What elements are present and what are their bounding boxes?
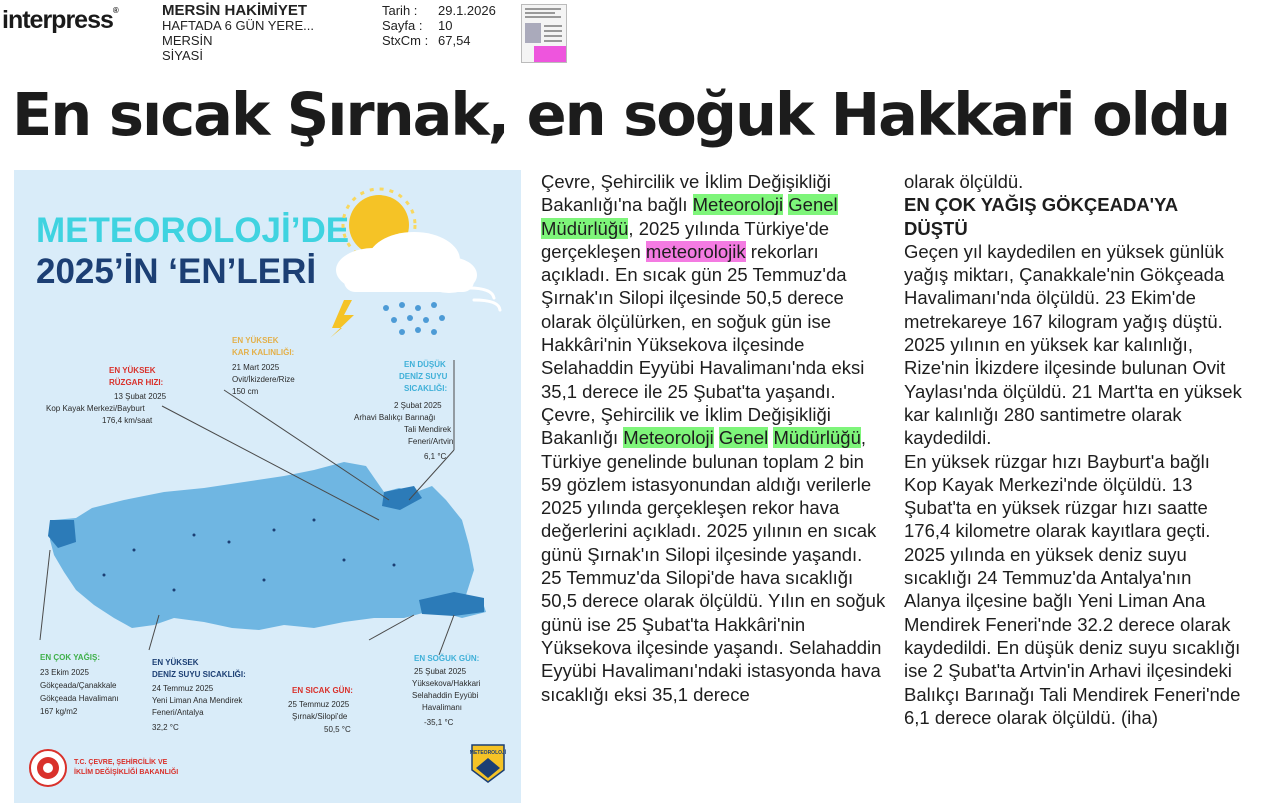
- publication-name: MERSİN HAKİMİYET: [162, 2, 308, 19]
- seahigh-label-date: 24 Temmuz 2025: [152, 684, 214, 693]
- seamin-label-date: 2 Şubat 2025: [394, 401, 442, 410]
- snow-label-title1: EN YÜKSEK: [232, 336, 279, 345]
- seamin-label-place1: Arhavi Balıkçı Barınağı: [354, 413, 436, 422]
- publication-category: SİYASİ: [162, 48, 203, 63]
- meta-date: Tarih : 29.1.2026: [382, 3, 496, 18]
- clipping-header: [0, 0, 1267, 70]
- wind-label-place: Kop Kayak Merkezi/Bayburt: [46, 404, 145, 413]
- seamin-label-title2: DENİZ SUYU: [399, 372, 448, 381]
- publication-info: [162, 3, 314, 63]
- seamin-label-place3: Feneri/Artvin: [408, 437, 454, 446]
- cold-label-date: 25 Şubat 2025: [414, 667, 467, 676]
- page-thumbnail[interactable]: [521, 4, 567, 63]
- seahigh-label-title1: EN YÜKSEK: [152, 658, 199, 667]
- cold-label-value: -35,1 °C: [424, 718, 454, 727]
- cold-label-place1: Yüksekova/Hakkari: [412, 679, 481, 688]
- thumbnail-highlight: [534, 46, 566, 62]
- snow-label-date: 21 Mart 2025: [232, 363, 280, 372]
- article-column-1: [541, 170, 886, 706]
- infographic-title-1: METEOROLOJİ’DE: [36, 211, 350, 250]
- keyword-highlight: Meteoroloji: [692, 194, 784, 216]
- rain-label-date: 23 Ekim 2025: [40, 668, 89, 677]
- snow-label-value: 150 cm: [232, 387, 259, 396]
- seamin-label-title1: EN DÜŞÜK: [404, 360, 446, 369]
- clipping-meta: [382, 3, 496, 48]
- rain-label-place1: Gökçeada/Çanakkale: [40, 681, 117, 690]
- ministry-name-line2: İKLİM DEĞİŞİKLİĞİ BAKANLIĞI: [74, 769, 179, 776]
- keyword-highlight: Müdürlüğü: [773, 427, 861, 449]
- hot-label-title: EN SICAK GÜN:: [292, 686, 353, 695]
- seahigh-label-place2: Feneri/Antalya: [152, 708, 204, 717]
- hot-label-date: 25 Temmuz 2025: [288, 700, 350, 709]
- cold-label-place3: Havalimanı: [422, 703, 463, 712]
- keyword-highlight-pink: meteorolojik: [645, 240, 746, 262]
- meta-stxcm: StxCm : 67,54: [382, 33, 471, 48]
- keyword-highlight: Meteoroloji: [623, 427, 714, 449]
- paragraph-1: Çevre, Şehircilik ve İklim Değişikliği Bakanlığı'na bağlı Meteoroloji Genel Müdürlüğü, 2025 yılında Türkiye'de gerçekleşen meteorolojik rekorları açıkladı. En sıcak gün 25 Temmuz'da Şırnak'ın Silopi ilçesinde 50,5 derece olarak ölçülürken, en soğuk gün ise Hakkâri'nin Yüksekova ilçesinde Selahaddin Eyyübi Havalimanı'nda eksi 35,1 derece ile 25 Şubat'ta yaşandı.: [541, 171, 865, 402]
- wind-label-title2: RÜZGAR HIZI:: [109, 378, 164, 387]
- svg-text:METEOROLOJİ: METEOROLOJİ: [469, 750, 507, 756]
- cold-label-title: EN SOĞUK GÜN:: [414, 654, 480, 663]
- paragraph-5: En yüksek rüzgar hızı Bayburt'a bağlı Kop Kayak Merkezi'nde ölçüldü. 13 Şubat'ta en yüksek rüzgar hızı saatte 176,4 kilometre olarak kayıtlara geçti. 2025 yılında en yüksek deniz suyu sıcaklığı 24 Temmuz'da Antalya'nın Alanya ilçesine bağlı Yeni Liman Ana Mendirek Feneri'nde 32.2 derece olarak kaydedildi. En düşük deniz suyu sıcaklığı ise 2 Şubat'ta Artvin'in Arhavi ilçesindeki Balıkçı Barınağı Tali Mendirek Feneri'nde 6,1 derece olarak ölçüldü. (iha): [904, 450, 1241, 728]
- infographic-title-2: 2025’İN ‘EN’LERİ: [36, 252, 317, 291]
- publication-frequency: HAFTADA 6 GÜN YERE...: [162, 18, 314, 33]
- ministry-name-line1: T.C. ÇEVRE, ŞEHİRCİLİK VE: [74, 759, 168, 766]
- hot-label-value: 50,5 °C: [324, 725, 351, 734]
- seamin-label-value: 6,1 °C: [424, 452, 447, 461]
- ministry-seal-icon: [30, 750, 66, 786]
- snow-label-place: Ovit/İkizdere/Rize: [232, 375, 295, 384]
- infographic: [14, 170, 521, 803]
- keyword-highlight: Genel: [718, 427, 769, 449]
- seahigh-label-title2: DENİZ SUYU SICAKLIĞI:: [152, 670, 246, 679]
- keyword-highlight: Müdürlüğü: [541, 217, 629, 239]
- publication-city: MERSİN: [162, 33, 213, 48]
- cold-label-place2: Selahaddin Eyyübi: [412, 691, 479, 700]
- wind-label-value: 176,4 km/saat: [102, 416, 153, 425]
- interpress-logo: interpress®: [2, 6, 119, 34]
- snow-label-title2: KAR KALINLIĞI:: [232, 348, 295, 357]
- article-column-2: [904, 170, 1244, 729]
- rain-label-title: EN ÇOK YAĞIŞ:: [40, 653, 101, 662]
- article-headline: En sıcak Şırnak, en soğuk Hakkari oldu: [12, 80, 1230, 149]
- paragraph-3: olarak ölçüldü.: [904, 171, 1024, 192]
- rain-label-value: 167 kg/m2: [40, 707, 78, 716]
- keyword-highlight: Genel: [788, 194, 838, 216]
- seahigh-label-value: 32,2 °C: [152, 723, 179, 732]
- paragraph-4: Geçen yıl kaydedilen en yüksek günlük yağış miktarı, Çanakkale'nin Gökçeada Havalimanı'nda ölçüldü. 23 Ekim'de metrekareye 167 kilogram yağış düştü. 2025 yılının en yüksek kar kalınlığı, Rize'nin İkizdere ilçesinde bulunan Ovit Yaylası'nda ölçüldü. 21 Mart'ta en yüksek kar kalınlığı 280 santimetre olarak kaydedildi.: [904, 240, 1242, 449]
- meta-page: Sayfa : 10: [382, 18, 453, 33]
- seamin-label-title3: SICAKLIĞI:: [404, 384, 448, 393]
- rain-label-place2: Gökçeada Havalimanı: [40, 694, 119, 703]
- wind-label-date: 13 Şubat 2025: [114, 392, 167, 401]
- wind-label-title1: EN YÜKSEK: [109, 366, 156, 375]
- hot-label-place: Şırnak/Silopi'de: [292, 712, 348, 721]
- article-subheading: EN ÇOK YAĞIŞ GÖKÇEADA'YA DÜŞTÜ: [904, 194, 1178, 239]
- paragraph-2: Çevre, Şehircilik ve İklim Değişikliği Bakanlığı Meteoroloji Genel Müdürlüğü, Türkiye genelinde bulunan toplam 2 bin 59 gözlem istasyonundan aldığı verilerle 2025 yılında gerçekleşen rekor hava değerlerini açıkladı. 2025 yılının en sıcak günü Şırnak'ın Silopi ilçesinde yaşandı. 25 Temmuz'da Silopi'de hava sıcaklığı 50,5 derece olarak ölçüldü. Yılın en soğuk günü ise 25 Şubat'ta Hakkâri'nin Yüksekova ilçesinde yaşandı. Selahaddin Eyyübi Havalimanı'ndaki istasyonda hava sıcaklığı eksi 35,1 derece: [541, 403, 886, 705]
- seamin-label-place2: Tali Mendirek: [404, 425, 452, 434]
- seahigh-label-place1: Yeni Liman Ana Mendirek: [152, 696, 243, 705]
